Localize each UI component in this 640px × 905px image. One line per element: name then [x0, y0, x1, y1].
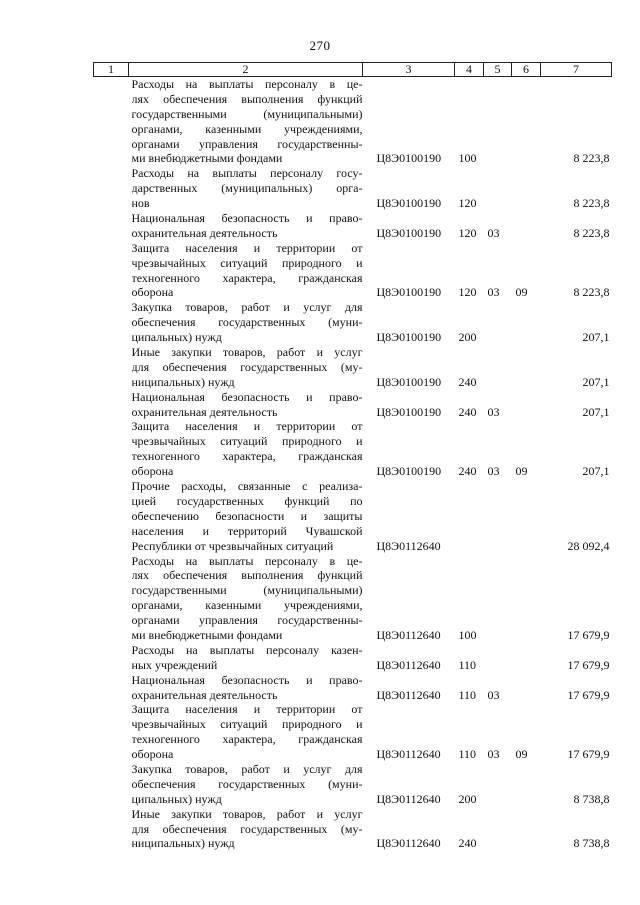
row-code: Ц8Э0112640 — [376, 657, 441, 672]
row-name-line: обеспечению безопасности и защиты — [131, 508, 363, 523]
table-row — [94, 702, 612, 762]
row-name-line: обеспечения государственных (муни- — [131, 315, 363, 330]
row-number-cell — [94, 241, 129, 301]
row-name-line: органами, казенными учреждениями, — [131, 121, 363, 136]
row-subsection: 09 — [515, 285, 528, 300]
row-code: Ц8Э0112640 — [376, 747, 441, 762]
row-amount: 28 092,4 — [567, 538, 610, 553]
row-amount: 17 679,9 — [567, 627, 610, 642]
row-name-line: Прочие расходы, связанные с реализа- — [131, 479, 363, 494]
row-code: Ц8Э0100190 — [376, 151, 442, 166]
row-name — [129, 554, 363, 643]
row-name-line: ми внебюджетными фондами — [131, 627, 283, 642]
row-number-cell — [94, 211, 129, 241]
row-amount: 8 738,8 — [573, 836, 610, 851]
row-name-line: Закупка товаров, работ и услуг для — [131, 761, 363, 776]
row-expense-type: 100 — [458, 151, 477, 166]
row-code: Ц8Э0112640 — [376, 538, 441, 553]
row-name — [129, 807, 363, 852]
row-code: Ц8Э0100190 — [376, 464, 442, 479]
table-row — [94, 643, 612, 673]
row-name — [129, 762, 363, 807]
row-number-cell — [94, 419, 129, 479]
row-code: Ц8Э0100190 — [376, 374, 442, 389]
row-section: 03 — [487, 464, 500, 479]
row-expense-type: 120 — [458, 285, 477, 300]
row-name — [129, 166, 363, 211]
row-name-line: лях обеспечения выполнения функций — [131, 91, 363, 106]
row-name-line: чрезвычайных ситуаций природного и — [131, 717, 363, 732]
row-section: 03 — [487, 747, 500, 762]
row-expense-type: 120 — [458, 225, 477, 240]
row-amount: 8 223,8 — [573, 151, 610, 166]
row-subsection — [512, 300, 541, 345]
table-row — [94, 77, 612, 167]
row-section: 03 — [487, 404, 500, 419]
row-name-line: органами, казенными учреждениями, — [131, 598, 363, 613]
row-expense-type: 200 — [458, 330, 477, 345]
row-name-line: государственными (муниципальными) — [131, 106, 363, 121]
row-expense-type: 200 — [458, 791, 477, 806]
table-row — [94, 345, 612, 390]
row-amount: 8 223,8 — [573, 196, 610, 211]
row-name-line: лях обеспечения выполнения функций — [131, 568, 363, 583]
row-name — [129, 673, 363, 703]
row-name-line: оборона — [131, 464, 174, 479]
row-name-line: органами управления государственны- — [131, 136, 363, 151]
row-number-cell — [94, 554, 129, 643]
table-row — [94, 807, 612, 852]
row-expense-type: 100 — [458, 627, 477, 642]
row-name-line: Национальная безопасность и право- — [131, 211, 363, 226]
column-header-2: 2 — [129, 63, 363, 77]
row-section — [484, 554, 512, 643]
row-expense-type: 110 — [458, 747, 477, 762]
row-name-line: дарственных (муниципальных) орга- — [131, 181, 363, 196]
row-amount: 207,1 — [582, 404, 610, 419]
row-name-line: органами управления государственны- — [131, 613, 363, 628]
row-section — [484, 300, 512, 345]
row-name-line: ципальных) нужд — [131, 791, 222, 806]
row-name-line: цией государственных функций по — [131, 493, 363, 508]
row-subsection — [512, 673, 541, 703]
row-section — [484, 762, 512, 807]
row-expense-type — [455, 479, 484, 553]
row-number-cell — [94, 643, 129, 673]
table-header-row — [94, 63, 612, 77]
row-code: Ц8Э0100190 — [376, 196, 442, 211]
row-code: Ц8Э0100190 — [376, 330, 442, 345]
row-name-line: Национальная безопасность и право- — [131, 672, 363, 687]
row-name — [129, 345, 363, 390]
row-name-line: Иные закупки товаров, работ и услуг — [131, 345, 363, 360]
row-expense-type: 240 — [458, 374, 477, 389]
row-name-line: ниципальных) нужд — [131, 374, 235, 389]
row-name-line: ципальных) нужд — [131, 330, 222, 345]
row-section — [484, 77, 512, 167]
row-amount: 207,1 — [582, 330, 610, 345]
row-name — [129, 419, 363, 479]
row-code: Ц8Э0100190 — [376, 285, 442, 300]
row-section — [484, 807, 512, 852]
row-name-line: Национальная безопасность и право- — [131, 389, 363, 404]
row-amount: 207,1 — [582, 464, 610, 479]
column-header-4: 4 — [455, 63, 484, 77]
row-section — [484, 166, 512, 211]
row-subsection: 09 — [515, 464, 528, 479]
row-name-line: техногенного характера, гражданская — [131, 270, 363, 285]
row-name-line: техногенного характера, гражданская — [131, 732, 363, 747]
row-name-line: оборона — [131, 747, 174, 762]
row-number-cell — [94, 673, 129, 703]
row-amount: 17 679,9 — [567, 657, 610, 672]
table-row — [94, 211, 612, 241]
column-header-5: 5 — [484, 63, 512, 77]
row-number-cell — [94, 807, 129, 852]
row-subsection: 09 — [515, 747, 528, 762]
table-row — [94, 241, 612, 301]
row-code: Ц8Э0112640 — [376, 627, 441, 642]
row-name-line: Расходы на выплаты персоналу казен- — [131, 642, 363, 657]
page-number: 270 — [309, 38, 331, 53]
row-code: Ц8Э0100190 — [376, 404, 442, 419]
row-name-line: Иные закупки товаров, работ и услуг — [131, 806, 363, 821]
row-name-line: для обеспечения государственных (му- — [131, 821, 363, 836]
table-row — [94, 419, 612, 479]
column-header-7: 7 — [541, 63, 612, 77]
row-name — [129, 211, 363, 241]
row-number-cell — [94, 390, 129, 420]
row-name — [129, 241, 363, 301]
row-amount: 207,1 — [582, 374, 610, 389]
row-name-line: охранительная деятельность — [131, 225, 278, 240]
row-subsection — [512, 166, 541, 211]
row-section: 03 — [487, 687, 500, 702]
row-code: Ц8Э0112640 — [376, 687, 441, 702]
row-number-cell — [94, 166, 129, 211]
column-header-3: 3 — [363, 63, 455, 77]
row-name-line: Защита населения и территории от — [131, 240, 363, 255]
row-subsection — [512, 211, 541, 241]
row-name — [129, 643, 363, 673]
row-name-line: ми внебюджетными фондами — [131, 151, 283, 166]
row-name-line: обеспечения государственных (муни- — [131, 776, 363, 791]
column-header-1: 1 — [94, 63, 129, 77]
row-name — [129, 390, 363, 420]
table-row — [94, 300, 612, 345]
row-name-line: нов — [131, 196, 150, 211]
row-expense-type: 110 — [458, 687, 477, 702]
row-name-line: охранительная деятельность — [131, 404, 278, 419]
row-code: Ц8Э0100190 — [376, 225, 442, 240]
column-header-6: 6 — [512, 63, 541, 77]
row-code: Ц8Э0112640 — [376, 791, 441, 806]
row-name — [129, 77, 363, 167]
row-name-line: охранительная деятельность — [131, 687, 278, 702]
row-name — [129, 479, 363, 553]
row-expense-type: 120 — [458, 196, 477, 211]
row-amount: 8 223,8 — [573, 225, 610, 240]
row-name-line: Республики от чрезвычайных ситуаций — [131, 538, 334, 553]
table-row — [94, 554, 612, 643]
row-section — [484, 345, 512, 390]
row-name-line: техногенного характера, гражданская — [131, 449, 363, 464]
row-amount: 8 223,8 — [573, 285, 610, 300]
row-amount: 17 679,9 — [567, 747, 610, 762]
row-number-cell — [94, 479, 129, 553]
row-subsection — [512, 554, 541, 643]
row-name — [129, 702, 363, 762]
table-row — [94, 390, 612, 420]
row-name-line: Расходы на выплаты персоналу в це- — [131, 77, 363, 91]
row-name-line: для обеспечения государственных (му- — [131, 359, 363, 374]
row-name-line: Защита населения и территории от — [131, 702, 363, 717]
row-number-cell — [94, 300, 129, 345]
row-name-line: оборона — [131, 285, 174, 300]
row-name-line: чрезвычайных ситуаций природного и — [131, 434, 363, 449]
table-row — [94, 673, 612, 703]
row-name-line: Расходы на выплаты персоналу госу- — [131, 166, 363, 181]
row-name-line: ниципальных) нужд — [131, 836, 235, 851]
row-name-line: населения и территорий Чувашской — [131, 523, 363, 538]
row-number-cell — [94, 77, 129, 167]
row-expense-type: 240 — [458, 836, 477, 851]
row-number-cell — [94, 762, 129, 807]
row-name-line: Закупка товаров, работ и услуг для — [131, 300, 363, 315]
row-name-line: Защита населения и территории от — [131, 419, 363, 434]
row-subsection — [512, 807, 541, 852]
row-subsection — [512, 345, 541, 390]
row-code: Ц8Э0112640 — [376, 836, 441, 851]
row-name-line: ных учреждений — [131, 657, 218, 672]
row-expense-type: 110 — [458, 657, 477, 672]
table-row — [94, 762, 612, 807]
table-row — [94, 166, 612, 211]
row-expense-type: 240 — [458, 464, 477, 479]
row-amount: 8 738,8 — [573, 791, 610, 806]
row-amount: 17 679,9 — [567, 687, 610, 702]
row-number-cell — [94, 702, 129, 762]
row-subsection — [512, 762, 541, 807]
row-section: 03 — [487, 285, 500, 300]
row-name-line: чрезвычайных ситуаций природного и — [131, 255, 363, 270]
row-name — [129, 300, 363, 345]
table-row — [94, 479, 612, 553]
row-name-line: Расходы на выплаты персоналу в це- — [131, 553, 363, 568]
row-subsection — [512, 643, 541, 673]
budget-table — [93, 62, 612, 851]
row-number-cell — [94, 345, 129, 390]
row-subsection — [512, 479, 541, 553]
row-section — [484, 643, 512, 673]
row-subsection — [512, 77, 541, 167]
row-expense-type: 240 — [458, 404, 477, 419]
row-subsection — [512, 390, 541, 420]
row-section — [484, 479, 512, 553]
row-section: 03 — [487, 225, 500, 240]
row-name-line: государственными (муниципальными) — [131, 583, 363, 598]
